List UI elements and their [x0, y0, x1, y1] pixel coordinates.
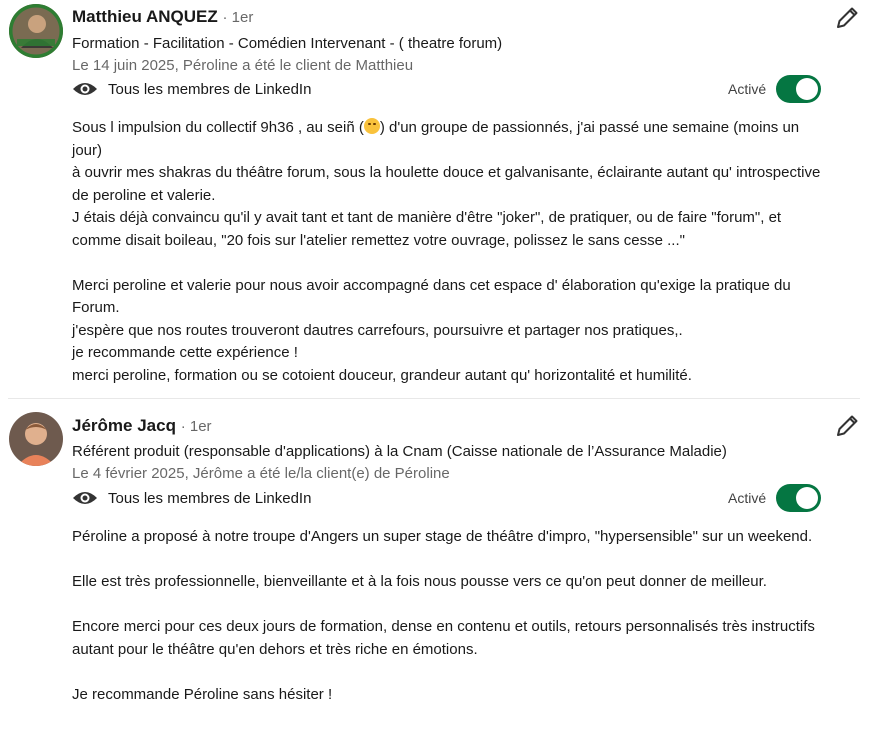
- avatar[interactable]: [9, 412, 63, 466]
- toggle-label: Activé: [728, 490, 767, 506]
- text-line: à ouvrir mes shakras du théâtre forum, sous la houlette douce et galvanisante, éclairante autant qu' introspective de peroline et valerie.: [72, 164, 821, 204]
- text-line: merci peroline, formation ou se cotoient douceur, grandeur autant qu' horizontalité et humilité.: [72, 366, 692, 384]
- connection-degree: · 1er: [222, 9, 254, 26]
- recommendation-meta: Le 4 février 2025, Jérôme a été le/la client(e) de Péroline: [72, 465, 450, 482]
- visibility-toggle[interactable]: [776, 484, 821, 512]
- visibility-toggle[interactable]: [776, 75, 821, 103]
- visibility-toggle-row: [728, 484, 821, 512]
- visibility-toggle-row: [728, 75, 821, 103]
- visibility-row: [72, 80, 311, 98]
- paragraph-gap: [72, 661, 822, 684]
- text-segment: Sous l impulsion du collectif 9h36 , au seiñ (: [72, 119, 364, 136]
- text-line: Encore merci pour ces deux jours de formation, dense en contenu et outils, retours personnalisés très instructifs autant pour le théâtre qu'en dehors et très riche en émotions.: [72, 618, 815, 658]
- eye-icon: [72, 489, 98, 507]
- name-line: [72, 416, 212, 436]
- recommendation-text: [72, 117, 822, 387]
- paragraph-gap: [72, 549, 822, 572]
- name-line: [72, 7, 253, 27]
- recommendation-text: [72, 526, 822, 706]
- toggle-label: Activé: [728, 81, 767, 97]
- pencil-icon: [834, 413, 860, 439]
- visibility-label: Tous les membres de LinkedIn: [108, 80, 312, 98]
- visibility-row: [72, 489, 311, 507]
- toggle-knob: [796, 487, 818, 509]
- member-name[interactable]: Jérôme Jacq: [72, 416, 176, 435]
- eye-icon: [72, 80, 98, 98]
- text-segment: ) d'un groupe de passionnés, j'ai passé une semaine (moins un jour): [72, 119, 800, 159]
- visibility-label: Tous les membres de LinkedIn: [108, 489, 312, 507]
- avatar-photo-jerome: [9, 412, 63, 466]
- edit-button[interactable]: [834, 5, 860, 31]
- text-line: j'espère que nos routes trouveront dautres carrefours, poursuivre et partager nos pratiques,.: [72, 321, 683, 339]
- text-line: Péroline a proposé à notre troupe d'Angers un super stage de théâtre d'impro, "hypersensible" sur un weekend.: [72, 528, 813, 545]
- pencil-icon: [834, 5, 860, 31]
- recommendation-meta: Le 14 juin 2025, Péroline a été le client de Matthieu: [72, 57, 414, 74]
- member-headline: Référent produit (responsable d'applications) à la Cnam (Caisse nationale de l’Assurance Maladie): [72, 443, 727, 460]
- paragraph-gap: [72, 594, 822, 617]
- text-line: J étais déjà convaincu qu'il y avait tant et tant de manière d'être "joker", de pratiquer, ou de faire "forum", et comme disait boileau, "20 fois sur l'atelier remettez votre ouvrage, polissez le sans cesse ...": [72, 209, 782, 249]
- avatar-photo-matthieu: [9, 4, 63, 58]
- member-headline: Formation - Facilitation - Comédien Intervenant - ( theatre forum): [72, 35, 503, 52]
- toggle-knob: [796, 78, 818, 100]
- smiling-face-emoji: [364, 118, 380, 134]
- text-line: Je recommande Péroline sans hésiter !: [72, 685, 333, 703]
- text-line: [72, 117, 822, 162]
- avatar[interactable]: [9, 4, 63, 58]
- text-line: Merci peroline et valerie pour nous avoir accompagné dans cet espace d' élaboration qu'exige la pratique du Forum.: [72, 276, 791, 316]
- text-line: Elle est très professionnelle, bienveillante et à la fois nous pousse vers ce qu'on peut donner de meilleur.: [72, 573, 767, 590]
- divider: [8, 398, 860, 399]
- edit-button[interactable]: [834, 413, 860, 439]
- connection-degree: · 1er: [180, 418, 212, 435]
- member-name[interactable]: Matthieu ANQUEZ: [72, 7, 218, 26]
- text-line: je recommande cette expérience !: [72, 344, 298, 361]
- paragraph-gap: [72, 252, 822, 275]
